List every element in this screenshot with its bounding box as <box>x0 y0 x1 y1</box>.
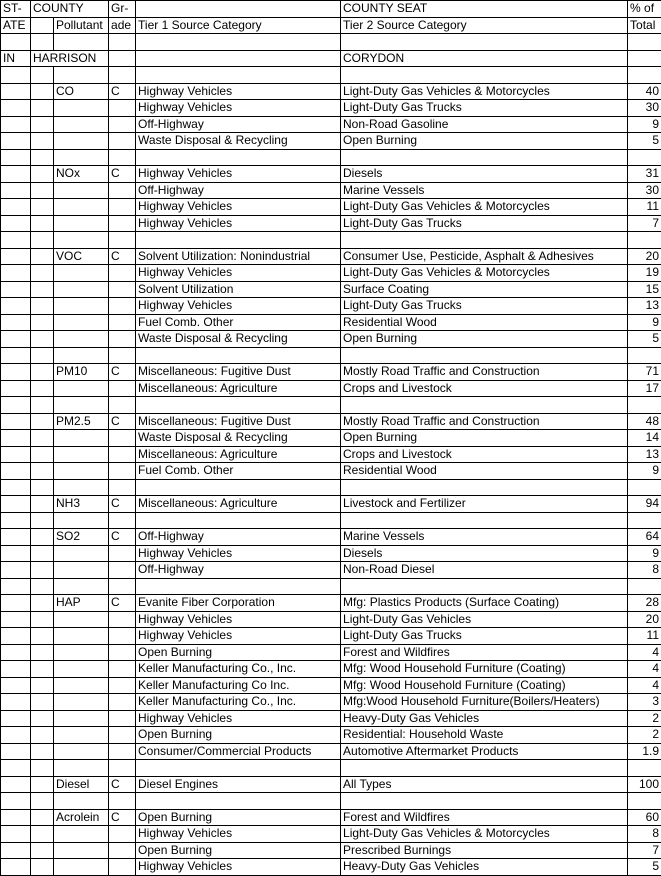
tier2-cell: Non-Road Diesel <box>341 562 628 579</box>
tier1-cell: Solvent Utilization: Nonindustrial <box>136 248 341 265</box>
tier2-cell: Light-Duty Gas Vehicles & Motorcycles <box>341 83 628 100</box>
grade-cell: C <box>109 83 136 100</box>
percent-cell: 5 <box>628 133 661 150</box>
tier2-cell: Heavy-Duty Gas Vehicles <box>341 859 628 876</box>
percent-cell: 5 <box>628 331 661 348</box>
header-state-bottom: ATE <box>1 17 31 34</box>
header-percent-bottom: Total <box>628 17 661 34</box>
table-row <box>1 644 661 661</box>
percent-cell: 20 <box>628 248 661 265</box>
header-tier1: Tier 1 Source Category <box>136 17 341 34</box>
tier2-cell: Residential Wood <box>341 314 628 331</box>
tier1-cell: Highway Vehicles <box>136 710 341 727</box>
tier1-cell: Waste Disposal & Recycling <box>136 430 341 447</box>
tier1-cell: Solvent Utilization <box>136 281 341 298</box>
pollutant-cell: VOC <box>54 248 109 265</box>
spacer-row <box>1 479 661 496</box>
tier1-cell: Highway Vehicles <box>136 611 341 628</box>
tier2-cell: Light-Duty Gas Vehicles & Motorcycles <box>341 265 628 282</box>
tier2-cell: Open Burning <box>341 331 628 348</box>
tier2-cell: Residential Wood <box>341 463 628 480</box>
grade-cell: C <box>109 595 136 612</box>
table-row <box>1 529 661 546</box>
pollutant-cell: Acrolein <box>54 809 109 826</box>
tier2-cell: Marine Vessels <box>341 182 628 199</box>
tier1-cell: Highway Vehicles <box>136 859 341 876</box>
tier2-cell: Mfg: Wood Household Furniture (Coating) <box>341 677 628 694</box>
spacer-row <box>1 760 661 777</box>
tier2-cell: Marine Vessels <box>341 529 628 546</box>
grade-cell: C <box>109 529 136 546</box>
tier1-cell: Miscellaneous: Agriculture <box>136 496 341 513</box>
percent-cell: 64 <box>628 529 661 546</box>
percent-cell: 11 <box>628 628 661 645</box>
percent-cell: 9 <box>628 545 661 562</box>
percent-cell: 48 <box>628 413 661 430</box>
grade-cell: C <box>109 809 136 826</box>
table-row <box>1 496 661 513</box>
tier2-cell: Forest and Wildfires <box>341 809 628 826</box>
table-row <box>1 380 661 397</box>
table-row <box>1 215 661 232</box>
table-row <box>1 859 661 876</box>
spacer-row <box>1 67 661 84</box>
table-row <box>1 364 661 381</box>
percent-cell: 9 <box>628 463 661 480</box>
header-row-2 <box>1 17 661 34</box>
tier1-cell: Highway Vehicles <box>136 83 341 100</box>
tier2-cell: Diesels <box>341 166 628 183</box>
tier2-cell: Consumer Use, Pesticide, Asphalt & Adhesives <box>341 248 628 265</box>
table-row <box>1 710 661 727</box>
table-row <box>1 446 661 463</box>
tier1-cell: Keller Manufacturing Co Inc. <box>136 677 341 694</box>
percent-cell: 3 <box>628 694 661 711</box>
tier1-cell: Waste Disposal & Recycling <box>136 331 341 348</box>
tier2-cell: Mfg: Wood Household Furniture (Coating) <box>341 661 628 678</box>
table-row <box>1 595 661 612</box>
percent-cell: 14 <box>628 430 661 447</box>
table-row <box>1 182 661 199</box>
tier1-cell: Open Burning <box>136 842 341 859</box>
tier2-cell: Crops and Livestock <box>341 380 628 397</box>
tier2-cell: Non-Road Gasoline <box>341 116 628 133</box>
tier2-cell: Mfg: Plastics Products (Surface Coating) <box>341 595 628 612</box>
tier2-cell: Diesels <box>341 545 628 562</box>
table-row <box>1 463 661 480</box>
tier1-cell: Highway Vehicles <box>136 215 341 232</box>
percent-cell: 2 <box>628 710 661 727</box>
pollutant-cell: HAP <box>54 595 109 612</box>
tier1-cell: Off-Highway <box>136 562 341 579</box>
tier1-cell: Highway Vehicles <box>136 199 341 216</box>
tier1-cell: Highway Vehicles <box>136 100 341 117</box>
spacer-row <box>1 512 661 529</box>
percent-cell: 7 <box>628 842 661 859</box>
tier1-cell: Diesel Engines <box>136 776 341 793</box>
percent-cell: 4 <box>628 644 661 661</box>
tier1-cell: Consumer/Commercial Products <box>136 743 341 760</box>
spacer-row <box>1 578 661 595</box>
emissions-table-body <box>1 1 661 876</box>
header-pollutant: Pollutant <box>54 17 109 34</box>
table-row <box>1 809 661 826</box>
percent-cell: 30 <box>628 100 661 117</box>
tier1-cell: Miscellaneous: Fugitive Dust <box>136 413 341 430</box>
percent-cell: 5 <box>628 859 661 876</box>
tier2-cell: Prescribed Burnings <box>341 842 628 859</box>
tier1-cell: Highway Vehicles <box>136 545 341 562</box>
table-row <box>1 826 661 843</box>
percent-cell: 15 <box>628 281 661 298</box>
percent-cell: 4 <box>628 677 661 694</box>
tier2-cell: Open Burning <box>341 133 628 150</box>
table-row <box>1 545 661 562</box>
percent-cell: 13 <box>628 446 661 463</box>
table-row <box>1 562 661 579</box>
header-county-seat: COUNTY SEAT <box>341 1 628 18</box>
tier2-cell: Mostly Road Traffic and Construction <box>341 413 628 430</box>
tier2-cell: Mfg:Wood Household Furniture(Boilers/Heaters) <box>341 694 628 711</box>
tier2-cell: Light-Duty Gas Trucks <box>341 100 628 117</box>
table-row <box>1 727 661 744</box>
tier1-cell: Off-Highway <box>136 182 341 199</box>
tier2-cell: Light-Duty Gas Trucks <box>341 215 628 232</box>
percent-cell: 19 <box>628 265 661 282</box>
percent-cell: 31 <box>628 166 661 183</box>
pollutant-cell: CO <box>54 83 109 100</box>
tier2-cell: Light-Duty Gas Trucks <box>341 628 628 645</box>
header-tier2: Tier 2 Source Category <box>341 17 628 34</box>
header-grade-bottom: ade <box>109 17 136 34</box>
table-row <box>1 661 661 678</box>
percent-cell: 28 <box>628 595 661 612</box>
table-row <box>1 611 661 628</box>
tier1-cell: Waste Disposal & Recycling <box>136 133 341 150</box>
percent-cell: 8 <box>628 562 661 579</box>
percent-cell: 7 <box>628 215 661 232</box>
tier1-cell: Open Burning <box>136 727 341 744</box>
table-row <box>1 281 661 298</box>
table-row <box>1 298 661 315</box>
county-cell: HARRISON <box>31 50 109 67</box>
tier2-cell: Light-Duty Gas Vehicles & Motorcycles <box>341 826 628 843</box>
tier1-cell: Open Burning <box>136 809 341 826</box>
tier2-cell: Light-Duty Gas Vehicles <box>341 611 628 628</box>
percent-cell: 17 <box>628 380 661 397</box>
percent-cell: 20 <box>628 611 661 628</box>
tier1-cell: Keller Manufacturing Co., Inc. <box>136 661 341 678</box>
table-row <box>1 677 661 694</box>
table-row <box>1 413 661 430</box>
table-row <box>1 628 661 645</box>
percent-cell: 100 <box>628 776 661 793</box>
tier2-cell: Livestock and Fertilizer <box>341 496 628 513</box>
table-row <box>1 694 661 711</box>
grade-cell: C <box>109 364 136 381</box>
table-row <box>1 842 661 859</box>
tier1-cell: Open Burning <box>136 644 341 661</box>
location-row <box>1 50 661 67</box>
header-grade-top: Gr- <box>109 1 136 18</box>
pollutant-cell: NOx <box>54 166 109 183</box>
table-row <box>1 314 661 331</box>
percent-cell: 9 <box>628 116 661 133</box>
percent-cell: 4 <box>628 661 661 678</box>
table-row <box>1 83 661 100</box>
tier2-cell: Surface Coating <box>341 281 628 298</box>
header-county: COUNTY <box>31 1 109 18</box>
tier2-cell: Light-Duty Gas Trucks <box>341 298 628 315</box>
percent-cell: 11 <box>628 199 661 216</box>
tier2-cell: Open Burning <box>341 430 628 447</box>
spacer-row <box>1 232 661 249</box>
tier1-cell: Highway Vehicles <box>136 265 341 282</box>
percent-cell: 94 <box>628 496 661 513</box>
pollutant-cell: PM2.5 <box>54 413 109 430</box>
percent-cell: 40 <box>628 83 661 100</box>
tier1-cell: Miscellaneous: Agriculture <box>136 446 341 463</box>
tier2-cell: Automotive Aftermarket Products <box>341 743 628 760</box>
state-cell: IN <box>1 50 31 67</box>
spacer-row <box>1 397 661 414</box>
spacer-row <box>1 34 661 51</box>
tier1-cell: Miscellaneous: Agriculture <box>136 380 341 397</box>
tier1-cell: Off-Highway <box>136 529 341 546</box>
table-row <box>1 116 661 133</box>
grade-cell: C <box>109 248 136 265</box>
header-state-top: ST- <box>1 1 31 18</box>
tier2-cell: Mostly Road Traffic and Construction <box>341 364 628 381</box>
pollutant-cell: NH3 <box>54 496 109 513</box>
tier1-cell: Off-Highway <box>136 116 341 133</box>
percent-cell: 13 <box>628 298 661 315</box>
spacer-row <box>1 347 661 364</box>
tier1-cell: Fuel Comb. Other <box>136 463 341 480</box>
tier2-cell: All Types <box>341 776 628 793</box>
percent-cell: 30 <box>628 182 661 199</box>
table-row <box>1 199 661 216</box>
percent-cell: 1.9 <box>628 743 661 760</box>
tier2-cell: Forest and Wildfires <box>341 644 628 661</box>
percent-cell: 60 <box>628 809 661 826</box>
pollutant-cell: SO2 <box>54 529 109 546</box>
grade-cell: C <box>109 166 136 183</box>
header-percent-top: % of <box>628 1 661 18</box>
tier2-cell: Light-Duty Gas Vehicles & Motorcycles <box>341 199 628 216</box>
grade-cell: C <box>109 413 136 430</box>
header-blank <box>136 1 341 18</box>
tier1-cell: Fuel Comb. Other <box>136 314 341 331</box>
percent-cell: 2 <box>628 727 661 744</box>
spacer-row <box>1 793 661 810</box>
tier2-cell: Crops and Livestock <box>341 446 628 463</box>
table-row <box>1 743 661 760</box>
tier1-cell: Keller Manufacturing Co., Inc. <box>136 694 341 711</box>
table-row <box>1 331 661 348</box>
grade-cell: C <box>109 496 136 513</box>
pollutant-cell: Diesel <box>54 776 109 793</box>
grade-cell: C <box>109 776 136 793</box>
percent-cell: 9 <box>628 314 661 331</box>
tier1-cell: Evanite Fiber Corporation <box>136 595 341 612</box>
county-seat-cell: CORYDON <box>341 50 628 67</box>
spacer-row <box>1 149 661 166</box>
header-row-1 <box>1 1 661 18</box>
tier1-cell: Highway Vehicles <box>136 826 341 843</box>
table-row <box>1 430 661 447</box>
tier1-cell: Highway Vehicles <box>136 298 341 315</box>
table-row <box>1 133 661 150</box>
table-row <box>1 100 661 117</box>
header-gap <box>31 17 54 34</box>
table-row <box>1 166 661 183</box>
table-row <box>1 248 661 265</box>
pollutant-cell: PM10 <box>54 364 109 381</box>
tier1-cell: Highway Vehicles <box>136 166 341 183</box>
table-row <box>1 776 661 793</box>
tier1-cell: Highway Vehicles <box>136 628 341 645</box>
tier1-cell: Miscellaneous: Fugitive Dust <box>136 364 341 381</box>
tier2-cell: Heavy-Duty Gas Vehicles <box>341 710 628 727</box>
percent-cell: 8 <box>628 826 661 843</box>
table-row <box>1 265 661 282</box>
tier2-cell: Residential: Household Waste <box>341 727 628 744</box>
percent-cell: 71 <box>628 364 661 381</box>
